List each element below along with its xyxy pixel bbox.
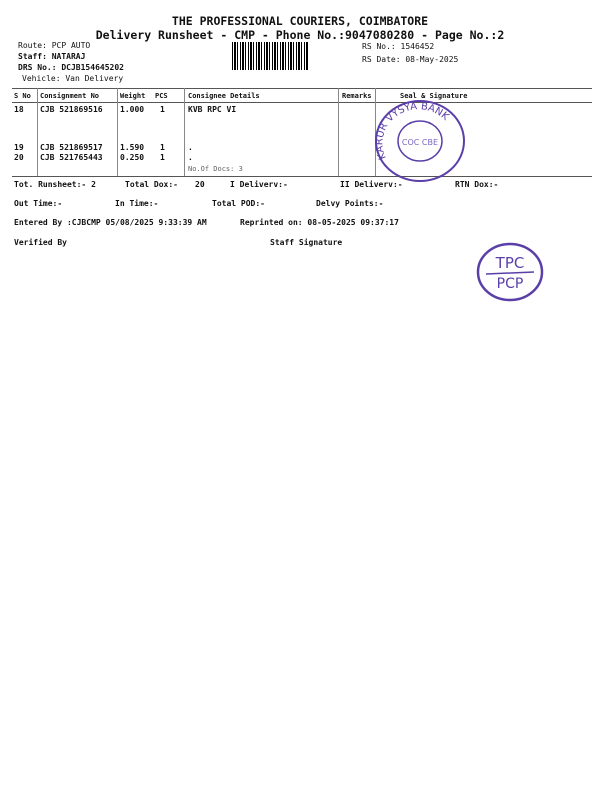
verified-by: Verified By <box>14 238 67 247</box>
consignment-no: CJB 521869516 <box>40 105 103 114</box>
ii-delivery: II Deliverv:- <box>340 180 403 189</box>
in-time: In Time:- <box>115 199 159 208</box>
company-title: THE PROFESSIONAL COURIERS, COIMBATORE <box>171 14 429 28</box>
col-sno: S No <box>14 92 31 100</box>
total-pod: Total POD:- <box>212 199 265 208</box>
sno: 20 <box>14 153 24 162</box>
out-time: Out Time:- <box>14 199 63 208</box>
docs-count: No.Of Docs: 3 <box>188 165 243 173</box>
col-consignee: Consignee Details <box>188 92 260 100</box>
weight: 1.000 <box>120 105 145 114</box>
consignment-no: CJB 521869517 <box>40 143 103 152</box>
bank-stamp-text: KARUR VYSYA BANK <box>374 101 451 162</box>
pcs: 1 <box>160 105 165 114</box>
bank-seal-stamp <box>372 98 468 184</box>
runsheet-subtitle: Delivery Runsheet - CMP - Phone No.:9047080280 - Page No.:2 <box>95 28 505 42</box>
delvy-points: Delvy Points:- <box>316 199 384 208</box>
staff-signature: Staff Signature <box>270 238 343 247</box>
reprinted-on: Reprinted on: 08-05-2025 09:37:17 <box>240 218 399 227</box>
sno: 18 <box>14 105 24 114</box>
col-remarks: Remarks <box>342 92 372 100</box>
consignee: KVB RPC VI <box>188 105 237 114</box>
total-dox-value: 20 <box>195 180 205 189</box>
rs-date: RS Date: 08-May-2025 <box>362 55 459 64</box>
consignment-no: CJB 521765443 <box>40 153 103 162</box>
drs-no: DRS No.: DCJB154645202 <box>18 63 124 72</box>
sno: 19 <box>14 143 24 152</box>
entered-by: Entered By :CJBCMP 05/08/2025 9:33:39 AM <box>14 218 207 227</box>
col-weight: Weight <box>120 92 146 100</box>
tot-runsheet: Tot. Runsheet:- 2 <box>14 180 96 189</box>
total-dox: Total Dox:- <box>125 180 178 189</box>
tpc-stamp <box>474 240 546 304</box>
route: Route: PCP AUTO <box>18 41 91 50</box>
i-delivery: I Deliverv:- <box>230 180 288 189</box>
col-seal: Seal & Signature <box>400 92 468 100</box>
barcode <box>232 42 308 70</box>
bank-stamp-inner: COC CBE <box>401 138 439 147</box>
weight: 0.250 <box>120 153 145 162</box>
pcs: 1 <box>160 153 165 162</box>
consignee: . <box>188 153 193 162</box>
staff: Staff: NATARAJ <box>18 52 86 61</box>
pcp-text: PCP <box>496 276 524 292</box>
rtn-dox: RTN Dox:- <box>455 180 499 189</box>
consignee: . <box>188 143 193 152</box>
col-consignment: Consignment No <box>40 92 100 100</box>
weight: 1.590 <box>120 143 145 152</box>
pcs: 1 <box>160 143 165 152</box>
col-pcs: PCS <box>155 92 168 100</box>
rs-no: RS No.: 1546452 <box>362 42 435 51</box>
tpc-text: TPC <box>495 254 525 272</box>
vehicle: Vehicle: Van Delivery <box>22 74 124 83</box>
